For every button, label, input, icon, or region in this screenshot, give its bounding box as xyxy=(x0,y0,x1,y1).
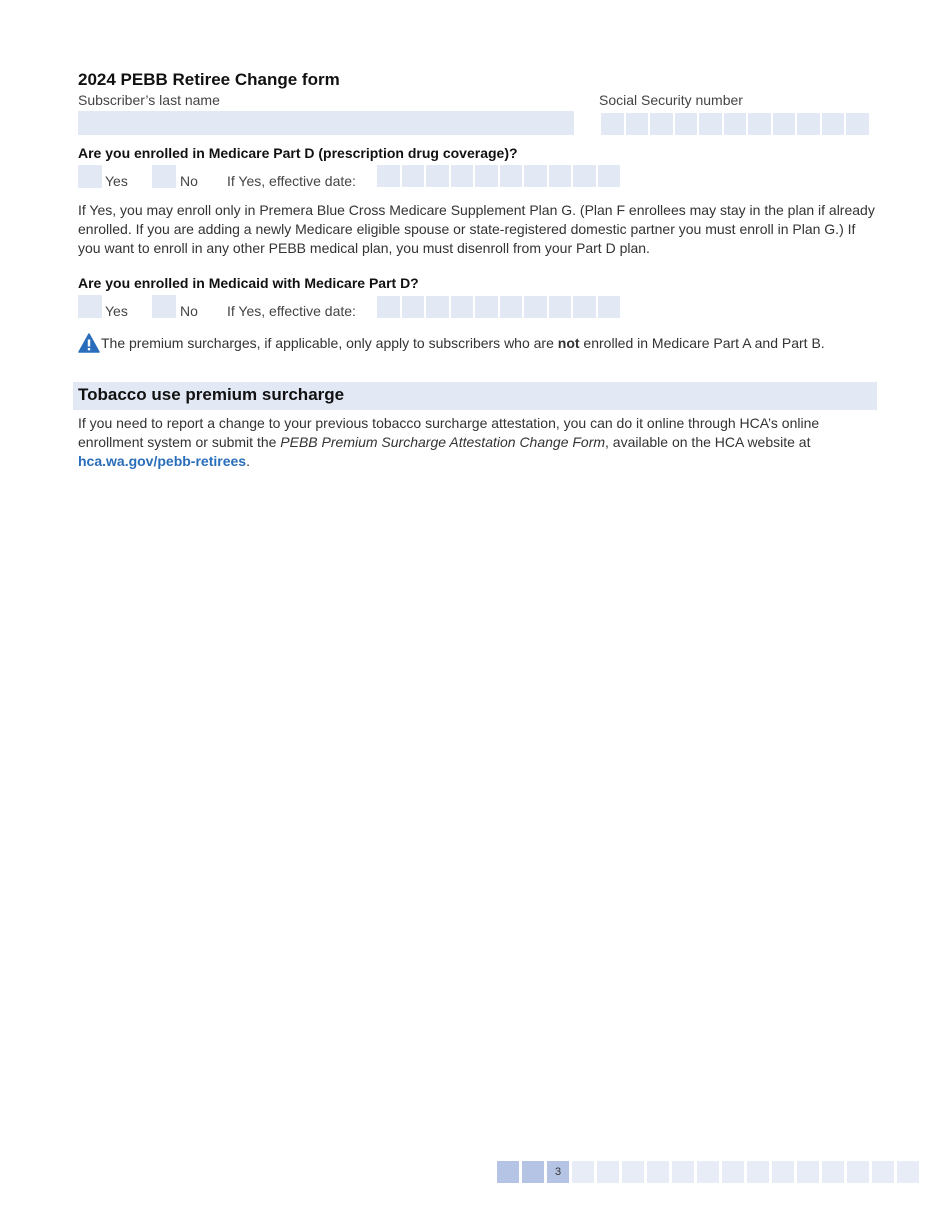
page-marker xyxy=(597,1161,619,1183)
ssn-digit-box[interactable] xyxy=(675,113,698,135)
part-d-no-label: No xyxy=(180,173,198,189)
page-marker xyxy=(497,1161,519,1183)
date-digit-box[interactable] xyxy=(402,165,425,187)
date-digit-box[interactable] xyxy=(573,296,596,318)
date-digit-box[interactable] xyxy=(377,165,400,187)
part-d-yes-checkbox[interactable] xyxy=(78,165,102,188)
date-digit-box[interactable] xyxy=(402,296,425,318)
page-marker xyxy=(822,1161,844,1183)
date-digit-box[interactable] xyxy=(377,296,400,318)
page-marker xyxy=(872,1161,894,1183)
part-d-no-checkbox[interactable] xyxy=(152,165,176,188)
last-name-label: Subscriber’s last name xyxy=(78,92,220,108)
tobacco-text: If you need to report a change to your previous tobacco surcharge attestation, you can do it online through HCA’s online enrollment system or submit the xyxy=(78,415,820,450)
section-heading: Tobacco use premium surcharge xyxy=(78,385,345,404)
hca-website-link[interactable]: hca.wa.gov/pebb-retirees xyxy=(78,453,247,469)
warning-text: The premium surcharges, if applicable, only apply to subscribers who are xyxy=(101,335,558,351)
medicaid-no-checkbox[interactable] xyxy=(152,295,176,318)
current-page-number: 3 xyxy=(547,1161,569,1183)
page-marker xyxy=(572,1161,594,1183)
page-indicator xyxy=(497,1161,919,1183)
date-digit-box[interactable] xyxy=(524,296,547,318)
page-title: 2024 PEBB Retiree Change form xyxy=(78,70,340,89)
ssn-label: Social Security number xyxy=(599,92,743,108)
section-header-tobacco xyxy=(73,382,877,410)
ssn-digit-box[interactable] xyxy=(724,113,747,135)
ssn-digit-box[interactable] xyxy=(846,113,869,135)
page-marker xyxy=(647,1161,669,1183)
date-digit-box[interactable] xyxy=(426,165,449,187)
ssn-digit-box[interactable] xyxy=(797,113,820,135)
page-marker xyxy=(697,1161,719,1183)
date-digit-box[interactable] xyxy=(426,296,449,318)
date-digit-box[interactable] xyxy=(500,165,523,187)
date-digit-box[interactable] xyxy=(549,165,572,187)
last-name-field[interactable] xyxy=(78,111,574,135)
part-d-yes-label: Yes xyxy=(105,173,128,189)
ssn-digit-box[interactable] xyxy=(699,113,722,135)
medicaid-date-label: If Yes, effective date: xyxy=(227,303,356,319)
page-marker xyxy=(672,1161,694,1183)
date-digit-box[interactable] xyxy=(524,165,547,187)
part-d-question: Are you enrolled in Medicare Part D (prescription drug coverage)? xyxy=(78,145,518,161)
tobacco-period: . xyxy=(246,453,250,469)
date-digit-box[interactable] xyxy=(475,165,498,187)
tobacco-info-text xyxy=(78,414,878,471)
page-marker xyxy=(747,1161,769,1183)
surcharge-warning xyxy=(78,333,825,353)
ssn-digit-box[interactable] xyxy=(601,113,624,135)
date-digit-box[interactable] xyxy=(549,296,572,318)
page-marker xyxy=(622,1161,644,1183)
tobacco-text-end: , available on the HCA website at xyxy=(605,434,811,450)
date-digit-box[interactable] xyxy=(500,296,523,318)
ssn-field[interactable] xyxy=(601,113,869,135)
date-digit-box[interactable] xyxy=(573,165,596,187)
medicaid-yes-label: Yes xyxy=(105,303,128,319)
warning-icon xyxy=(78,333,100,353)
medicaid-question: Are you enrolled in Medicaid with Medicare Part D? xyxy=(78,275,419,291)
form-name: PEBB Premium Surcharge Attestation Change Form xyxy=(280,434,606,450)
date-digit-box[interactable] xyxy=(598,296,621,318)
ssn-digit-box[interactable] xyxy=(773,113,796,135)
warning-emphasis: not xyxy=(557,335,580,351)
page-marker xyxy=(847,1161,869,1183)
ssn-digit-box[interactable] xyxy=(822,113,845,135)
part-d-info-text: If Yes, you may enroll only in Premera Blue Cross Medicare Supplement Plan G. (Plan F enrollees may stay in the plan if already enrolled. If you are adding a newly Medicare eligible spouse or state-registered domestic partner you must enroll in Plan G.) If you want to enroll in any other PEBB medical plan, you must disenroll from your Part D plan. xyxy=(78,202,875,256)
date-digit-box[interactable] xyxy=(451,296,474,318)
page-marker xyxy=(897,1161,919,1183)
ssn-digit-box[interactable] xyxy=(650,113,673,135)
page-marker xyxy=(722,1161,744,1183)
page-marker xyxy=(522,1161,544,1183)
part-d-date-label: If Yes, effective date: xyxy=(227,173,356,189)
medicaid-date-field[interactable] xyxy=(377,296,620,318)
date-digit-box[interactable] xyxy=(451,165,474,187)
medicaid-yes-checkbox[interactable] xyxy=(78,295,102,318)
date-digit-box[interactable] xyxy=(475,296,498,318)
medicaid-no-label: No xyxy=(180,303,198,319)
warning-text-end: enrolled in Medicare Part A and Part B. xyxy=(579,335,825,351)
ssn-digit-box[interactable] xyxy=(748,113,771,135)
part-d-date-field[interactable] xyxy=(377,165,620,187)
ssn-digit-box[interactable] xyxy=(626,113,649,135)
page-marker xyxy=(797,1161,819,1183)
date-digit-box[interactable] xyxy=(598,165,621,187)
page-marker xyxy=(772,1161,794,1183)
